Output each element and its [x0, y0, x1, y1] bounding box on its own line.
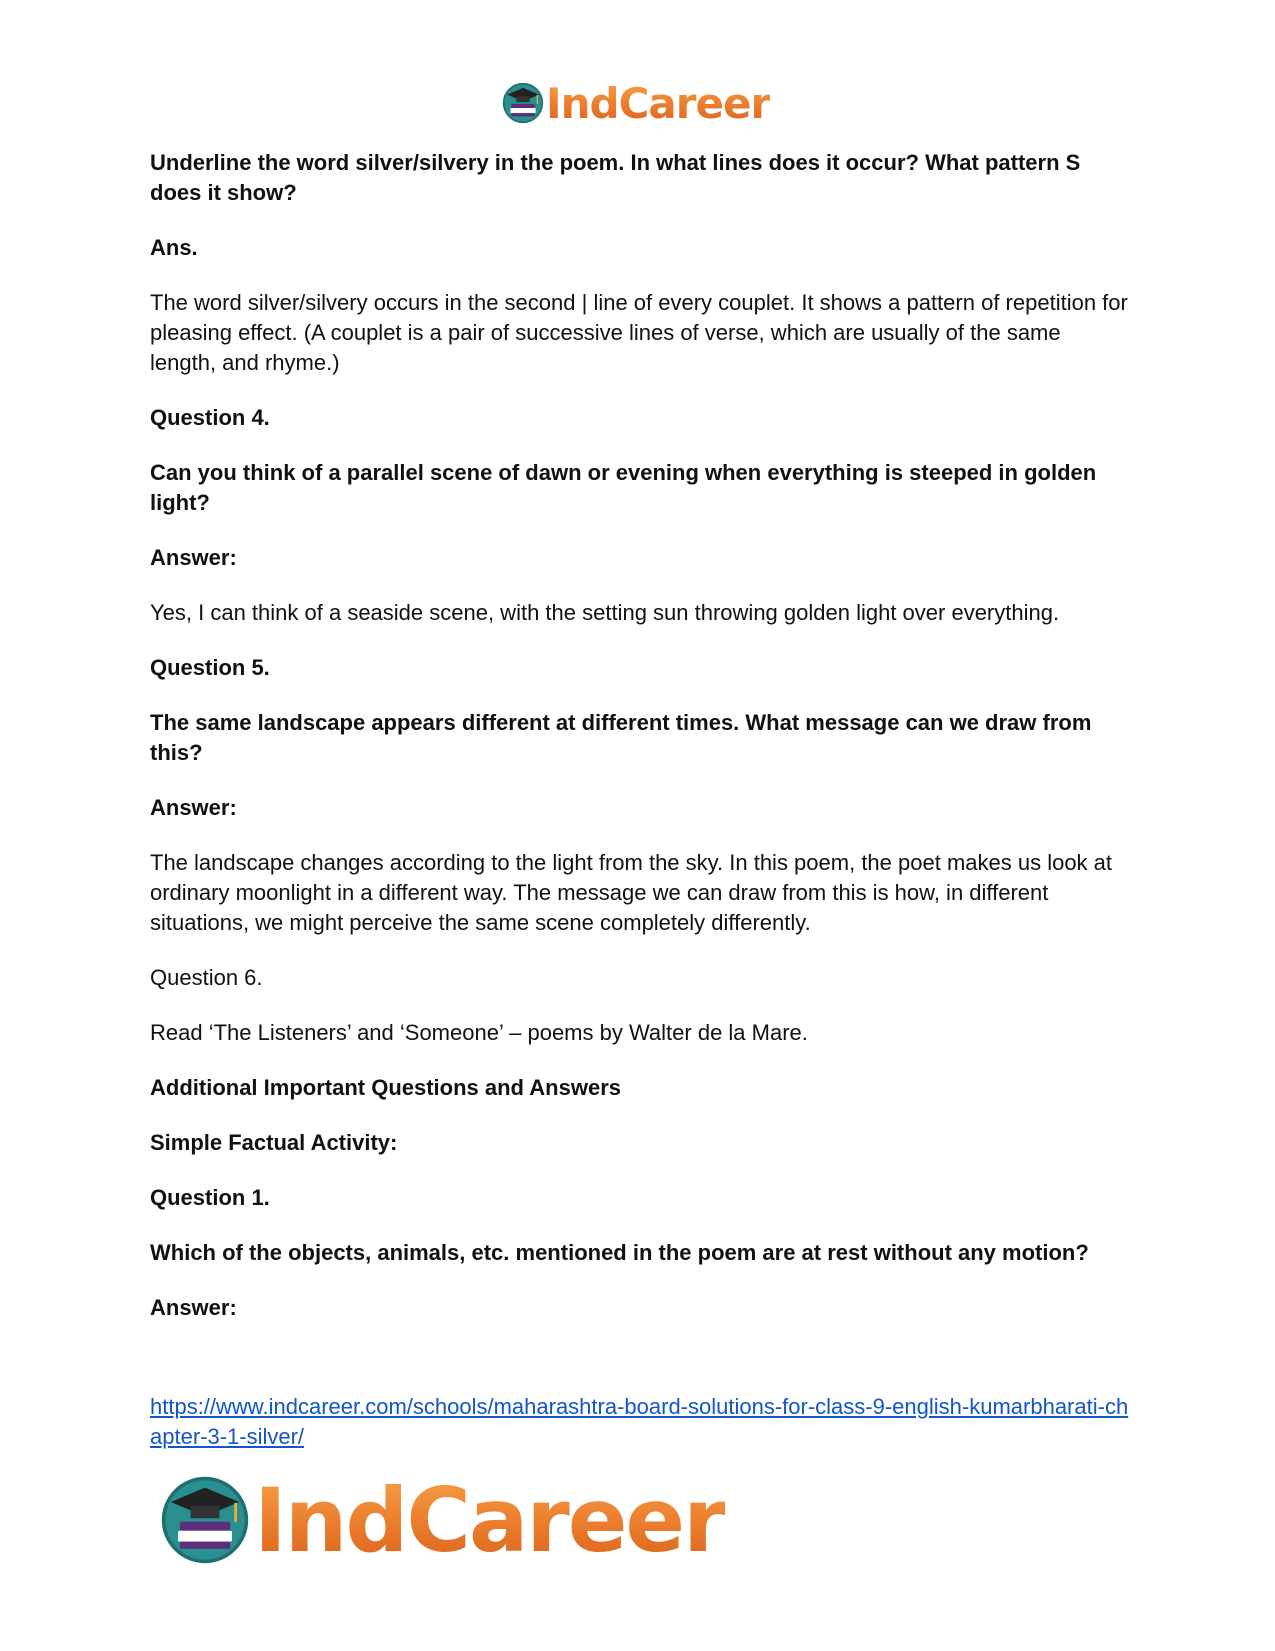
- question-heading: Underline the word silver/silvery in the poem. In what lines does it occur? What pattern S does it show?: [150, 150, 1081, 205]
- activity-heading: Simple Factual Activity:: [150, 1130, 398, 1155]
- question-heading: The same landscape appears different at different times. What message can we draw from this?: [150, 710, 1092, 765]
- source-url-link[interactable]: https://www.indcareer.com/schools/maharashtra-board-solutions-for-class-9-english-kumarbharati-chapter-3-1-silver/: [150, 1394, 1129, 1449]
- graduation-book-icon: [502, 82, 544, 124]
- footer-logo: [160, 1468, 725, 1572]
- answer-text: Yes, I can think of a seaside scene, with the setting sun throwing golden light over everything.: [150, 600, 1060, 625]
- answer-text: The word silver/silvery occurs in the second | line of every couplet. It shows a pattern of repetition for pleasing effect. (A couplet is a pair of successive lines of verse, which are usually of the same length, and rhyme.): [150, 290, 1128, 375]
- section-heading: Additional Important Questions and Answers: [150, 1075, 622, 1100]
- graduation-book-icon: [160, 1475, 250, 1565]
- header-logo: [502, 80, 770, 126]
- question-number: Question 5.: [150, 655, 270, 680]
- answer-label: Ans.: [150, 235, 198, 260]
- question-heading: Can you think of a parallel scene of dawn or evening when everything is steeped in golden light?: [150, 460, 1097, 515]
- question-number: Question 1.: [150, 1185, 270, 1210]
- answer-text: The landscape changes according to the light from the sky. In this poem, the poet makes us look at ordinary moonlight in a different way. The message we can draw from this is how, in different situations, we might perceive the same scene completely differently.: [150, 850, 1113, 935]
- answer-label: Answer:: [150, 1295, 237, 1320]
- question-number: Question 4.: [150, 405, 270, 430]
- brand-name: IndCareer: [254, 1468, 725, 1572]
- document-body: [150, 148, 1130, 1348]
- question-heading: Which of the objects, animals, etc. mentioned in the poem are at rest without any motion?: [150, 1240, 1089, 1265]
- question-number: Question 6.: [150, 965, 263, 990]
- answer-label: Answer:: [150, 545, 237, 570]
- answer-label: Answer:: [150, 795, 237, 820]
- question-text: Read ‘The Listeners’ and ‘Someone’ – poems by Walter de la Mare.: [150, 1020, 808, 1045]
- brand-name: IndCareer: [546, 78, 771, 128]
